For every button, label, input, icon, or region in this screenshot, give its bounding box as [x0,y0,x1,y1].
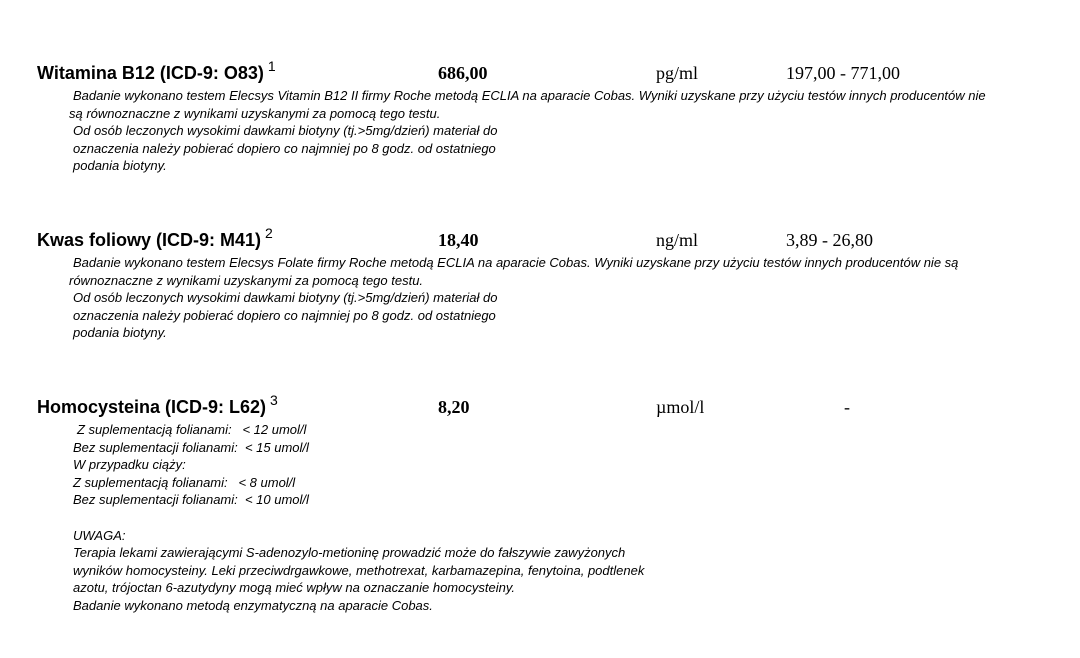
warning-line: Badanie wykonano metodą enzymatyczną na aparacie Cobas. [73,597,433,613]
test-name: Homocysteina (ICD-9: L62) $^3$ [37,392,278,417]
test-value: 8,20 [438,397,470,417]
warning-title: UWAGA: [73,527,126,543]
test-unit: ng/ml [656,230,699,250]
note-line: Bez suplementacji folianami: < 15 umol/l [73,439,309,455]
test-result-b12 [0,58,1080,175]
result-row [0,392,1080,421]
test-notes [73,421,1013,615]
reference-range: - [844,397,850,417]
test-unit: µmol/l [656,397,705,417]
test-result-homocysteine [0,392,1080,615]
test-value: 18,40 [438,230,479,250]
note-line: Od osób leczonych wysokimi dawkami biotyny (tj.>5mg/dzień) materiał do [73,290,498,306]
test-name: Kwas foliowy (ICD-9: M41) $^2$ [37,225,273,250]
test-notes [69,254,1013,342]
note-line: Bez suplementacji folianami: < 10 umol/l [73,492,309,508]
reference-range: 197,00 - 771,00 [786,63,900,83]
note-line: Badanie wykonano testem Elecsys Folate firmy Roche metodą ECLIA na aparacie Cobas. Wyniki uzyskane przy użyciu testów innych producentów nie są równoznaczne z wynikami uzyskanymi za pomocą tego testu. [69,255,959,288]
test-notes [69,87,1013,175]
note-line: podania biotyny. [73,325,167,341]
test-value: 686,00 [438,63,488,83]
footnote-index: 1 [267,58,276,74]
note-line: podania biotyny. [73,158,167,174]
footnote-index: 3 [270,392,278,408]
warning-line: Terapia lekami zawierającymi S-adenozylo-metioninę prowadzić może do fałszywie zawyżonych [73,545,626,561]
test-name: Witamina B12 (ICD-9: O83) $^1$ [37,58,276,83]
reference-range: 3,89 - 26,80 [786,230,873,250]
note-line: Od osób leczonych wysokimi dawkami biotyny (tj.>5mg/dzień) materiał do [73,123,498,139]
note-line: Badanie wykonano testem Elecsys Vitamin B12 II firmy Roche metodą ECLIA na aparacie Cobas. Wyniki uzyskane przy użyciu testów innych producentów nie są równoznaczne z wynikami uzyskanymi za pomocą tego testu. [69,88,986,121]
test-unit: pg/ml [656,63,699,83]
test-result-folate [0,225,1080,342]
spacer [73,509,1013,527]
footnote-index: 2 [265,225,273,241]
warning-line: azotu, trójoctan 6-azutydyny mogą mieć wpływ na oznaczanie homocysteiny. [73,580,515,596]
note-line: Z suplementacją folianami: < 12 umol/l [77,422,307,437]
result-row [0,225,1080,254]
warning-line: wyników homocysteiny. Leki przeciwdrgawkowe, methotrexat, karbamazepina, fenytoina, podtlenek [73,562,645,578]
note-line: W przypadku ciąży: [73,457,186,473]
note-line: oznaczenia należy pobierać dopiero co najmniej po 8 godz. od ostatniego [73,307,496,323]
note-line: Z suplementacją folianami: < 8 umol/l [73,474,296,490]
result-row [0,58,1080,87]
note-line: oznaczenia należy pobierać dopiero co najmniej po 8 godz. od ostatniego [73,140,496,156]
